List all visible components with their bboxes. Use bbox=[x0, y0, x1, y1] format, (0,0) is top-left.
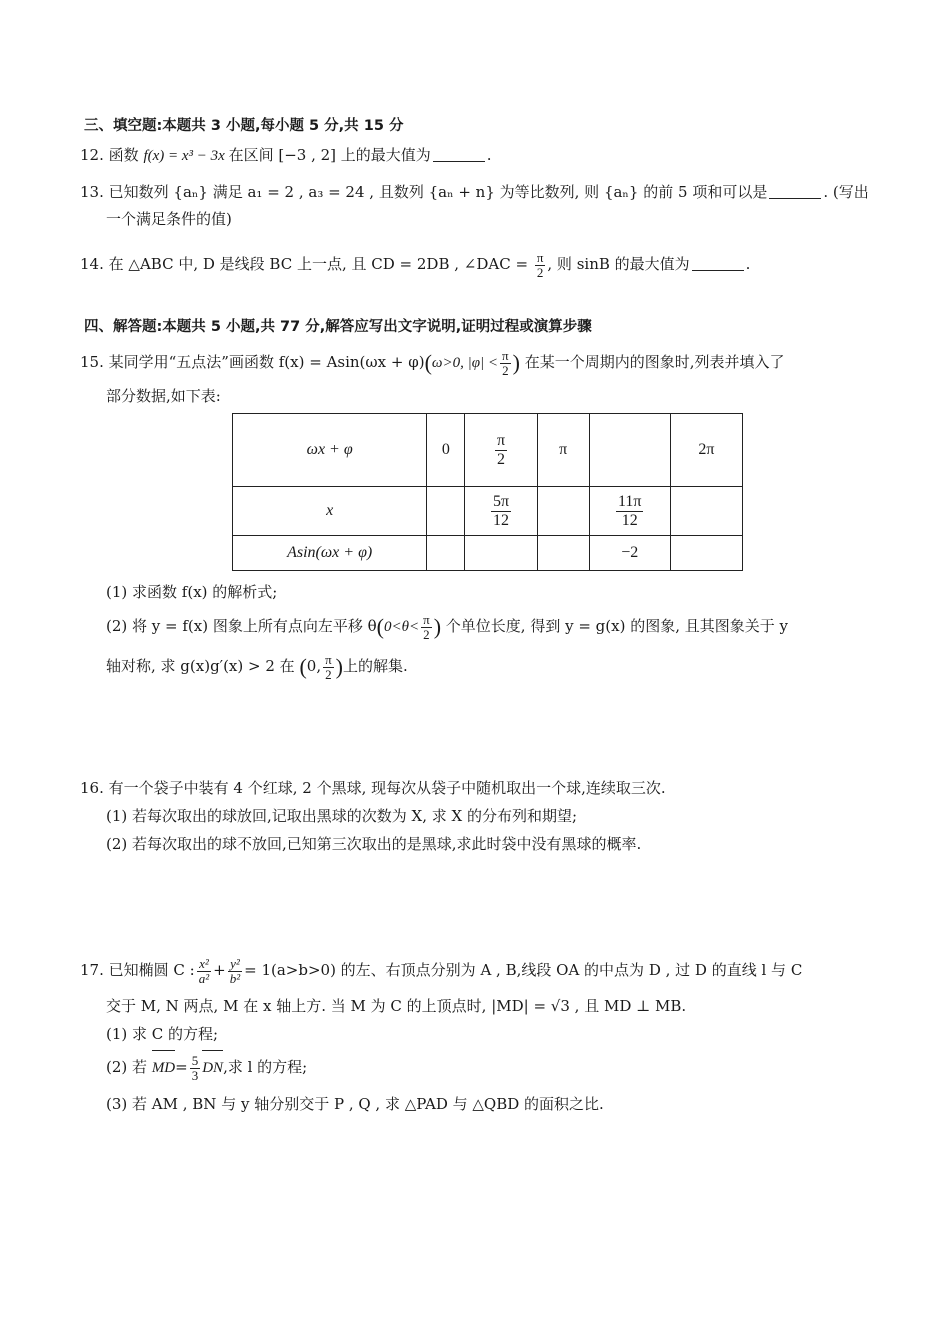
q14-fraction: $\frac{\pi}{2}$ bbox=[536, 249, 544, 280]
question-16-stem bbox=[80, 778, 666, 798]
table-cell bbox=[427, 487, 465, 536]
table-cell: $\frac{\pi}{2}$ bbox=[465, 414, 537, 487]
table-cell bbox=[670, 487, 742, 536]
q16-part2: (2) 若每次取出的球不放回,已知第三次取出的是黑球,求此时袋中没有黑球的概率. bbox=[106, 835, 642, 853]
q15-part1: (1) 求函数 f(x) 的解析式; bbox=[106, 583, 278, 601]
table-cell bbox=[589, 414, 670, 487]
q17-post: = 1(a>b>0) 的左、右顶点分别为 A , B,线段 OA 的中点为 D , 过 D 的直线 l 与 C bbox=[244, 961, 803, 979]
table-cell bbox=[670, 536, 742, 571]
table-cell: ωx + φ bbox=[233, 414, 427, 487]
q16-stem: 有一个袋子中装有 4 个红球, 2 个黑球, 现每次从袋子中随机取出一个球,连续取三次. bbox=[108, 779, 666, 797]
q14-pre: 在 △ABC 中, D 是线段 BC 上一点, 且 CD = 2DB , ∠DAC = bbox=[108, 255, 529, 273]
q12-end: . bbox=[486, 146, 492, 164]
q17-plus: + bbox=[213, 961, 226, 979]
q15-part2-cond: 0<θ< bbox=[383, 619, 420, 635]
q15-interval-fraction: $\frac{\pi}{2}$ bbox=[325, 651, 332, 682]
table-row bbox=[233, 536, 743, 571]
q17-part3: (3) 若 AM , BN 与 y 轴分别交于 P , Q , 求 △PAD 与 △QBD 的面积之比. bbox=[106, 1095, 604, 1113]
q16-part1: (1) 若每次取出的球放回,记取出黑球的次数为 X, 求 X 的分布列和期望; bbox=[106, 807, 578, 825]
section4-header: 四、解答题:本题共 5 小题,共 77 分,解答应写出文字说明,证明过程或演算步骤 bbox=[84, 319, 592, 335]
table-cell bbox=[537, 487, 589, 536]
q13-line1: 已知数列 {aₙ} 满足 a₁ = 2 , a₃ = 24 , 且数列 {aₙ + n} 为等比数列, 则 {aₙ} 的前 5 项和可以是 bbox=[108, 183, 768, 201]
question-17-stem bbox=[80, 952, 802, 988]
table-cell: −2 bbox=[589, 536, 670, 571]
q13-line2: 一个满足条件的值) bbox=[106, 210, 232, 228]
table-cell: x bbox=[233, 487, 427, 536]
q17-part2-pre: (2) 若 bbox=[106, 1058, 148, 1076]
table-cell: $\frac{11\pi}{12}$ bbox=[589, 487, 670, 536]
q12-pre: 函数 bbox=[108, 146, 139, 164]
q14-answer-blank[interactable] bbox=[692, 256, 744, 271]
q17-fraction-5-3: $\frac{5}{3}$ bbox=[191, 1052, 199, 1083]
q17-fraction-x: $\frac{\text{x²}}{\text{a²}}$ bbox=[198, 955, 210, 986]
table-cell: 2π bbox=[670, 414, 742, 487]
question-14 bbox=[80, 248, 750, 280]
table-cell: $\frac{5\pi}{12}$ bbox=[465, 487, 537, 536]
q12-number: 12. bbox=[80, 146, 104, 164]
q12-mid: 在区间 [−3 , 2] 上的最大值为 bbox=[228, 146, 431, 164]
q15-part2-line2: 轴对称, 求 g(x)g′(x) > 2 在 (0, $\frac{\pi}{2}$ )上的解集. bbox=[106, 651, 408, 682]
question-13 bbox=[80, 182, 869, 202]
q13-line1-end: . (写出 bbox=[823, 183, 869, 201]
q12-func: f(x) bbox=[143, 148, 165, 164]
section3-header: 三、填空题:本题共 3 小题,每小题 5 分,共 15 分 bbox=[84, 118, 404, 134]
q15-part2: (2) 将 y = f(x) 图象上所有点向左平移 θ(0<θ< $\frac{\pi}{2}$ ) 个单位长度, 得到 y = g(x) 的图象, 且其图象关于 y bbox=[106, 611, 788, 642]
question-15-stem: 15. 某同学用“五点法”画函数 f(x) = Asin(ωx + φ)(ω>0, |φ| < $\frac{\pi}{2}$ ) 在某一个周期内的图象时,列表并填入了 bbox=[80, 347, 785, 378]
table-cell: π bbox=[537, 414, 589, 487]
table-row bbox=[233, 414, 743, 487]
q15-interval: 0, bbox=[306, 657, 322, 675]
q15-number: 15. bbox=[80, 353, 104, 371]
q13-number: 13. bbox=[80, 183, 104, 201]
q17-fraction-y: $\frac{\text{y²}}{\text{b²}}$ bbox=[229, 955, 241, 986]
table-row bbox=[233, 487, 743, 536]
table-cell: Asin(ωx + φ) bbox=[233, 536, 427, 571]
table-cell bbox=[427, 536, 465, 571]
q15-condition: ω>0, |φ| < bbox=[431, 355, 499, 371]
q17-part2-post: ,求 l 的方程; bbox=[223, 1058, 308, 1076]
q15-part2-line2-post: 上的解集. bbox=[343, 657, 408, 675]
q17-line2: 交于 M, N 两点, M 在 x 轴上方. 当 M 为 C 的上顶点时, |MD| = √3 , 且 MD ⊥ MB. bbox=[106, 997, 687, 1015]
q17-number: 17. bbox=[80, 961, 104, 979]
q15-line1-pre: 某同学用“五点法”画函数 f(x) = Asin(ωx + φ) bbox=[108, 353, 425, 371]
q15-line2: 部分数据,如下表: bbox=[106, 387, 221, 405]
table-cell bbox=[465, 536, 537, 571]
q14-number: 14. bbox=[80, 255, 104, 273]
q15-fraction: $\frac{\pi}{2}$ bbox=[502, 347, 509, 378]
q17-part2 bbox=[106, 1050, 307, 1085]
vector-md: MD bbox=[152, 1051, 175, 1085]
q14-end: . bbox=[745, 255, 751, 273]
q13-answer-blank[interactable] bbox=[769, 184, 821, 199]
table-cell bbox=[537, 536, 589, 571]
q12-answer-blank[interactable] bbox=[433, 147, 485, 162]
q12-eq: = x³ − 3x bbox=[164, 148, 229, 164]
question-12 bbox=[80, 145, 492, 166]
q17-part2-eq: = bbox=[175, 1058, 188, 1076]
five-point-table bbox=[232, 413, 743, 571]
q17-part1: (1) 求 C 的方程; bbox=[106, 1025, 219, 1043]
q15-part2-fraction: $\frac{\pi}{2}$ bbox=[423, 611, 430, 642]
q15-line1-post: 在某一个周期内的图象时,列表并填入了 bbox=[524, 353, 785, 371]
q14-post: , 则 sinB 的最大值为 bbox=[547, 255, 690, 273]
vector-dn: DN bbox=[202, 1051, 223, 1085]
q17-pre: 已知椭圆 C : bbox=[108, 961, 195, 979]
q15-part2-post: 个单位长度, 得到 y = g(x) 的图象, 且其图象关于 y bbox=[445, 617, 788, 635]
q15-part2-line2-pre: 轴对称, 求 g(x)g′(x) > 2 在 bbox=[106, 657, 295, 675]
table-cell: 0 bbox=[427, 414, 465, 487]
q16-number: 16. bbox=[80, 779, 104, 797]
q15-part2-pre: (2) 将 y = f(x) 图象上所有点向左平移 θ bbox=[106, 617, 377, 635]
